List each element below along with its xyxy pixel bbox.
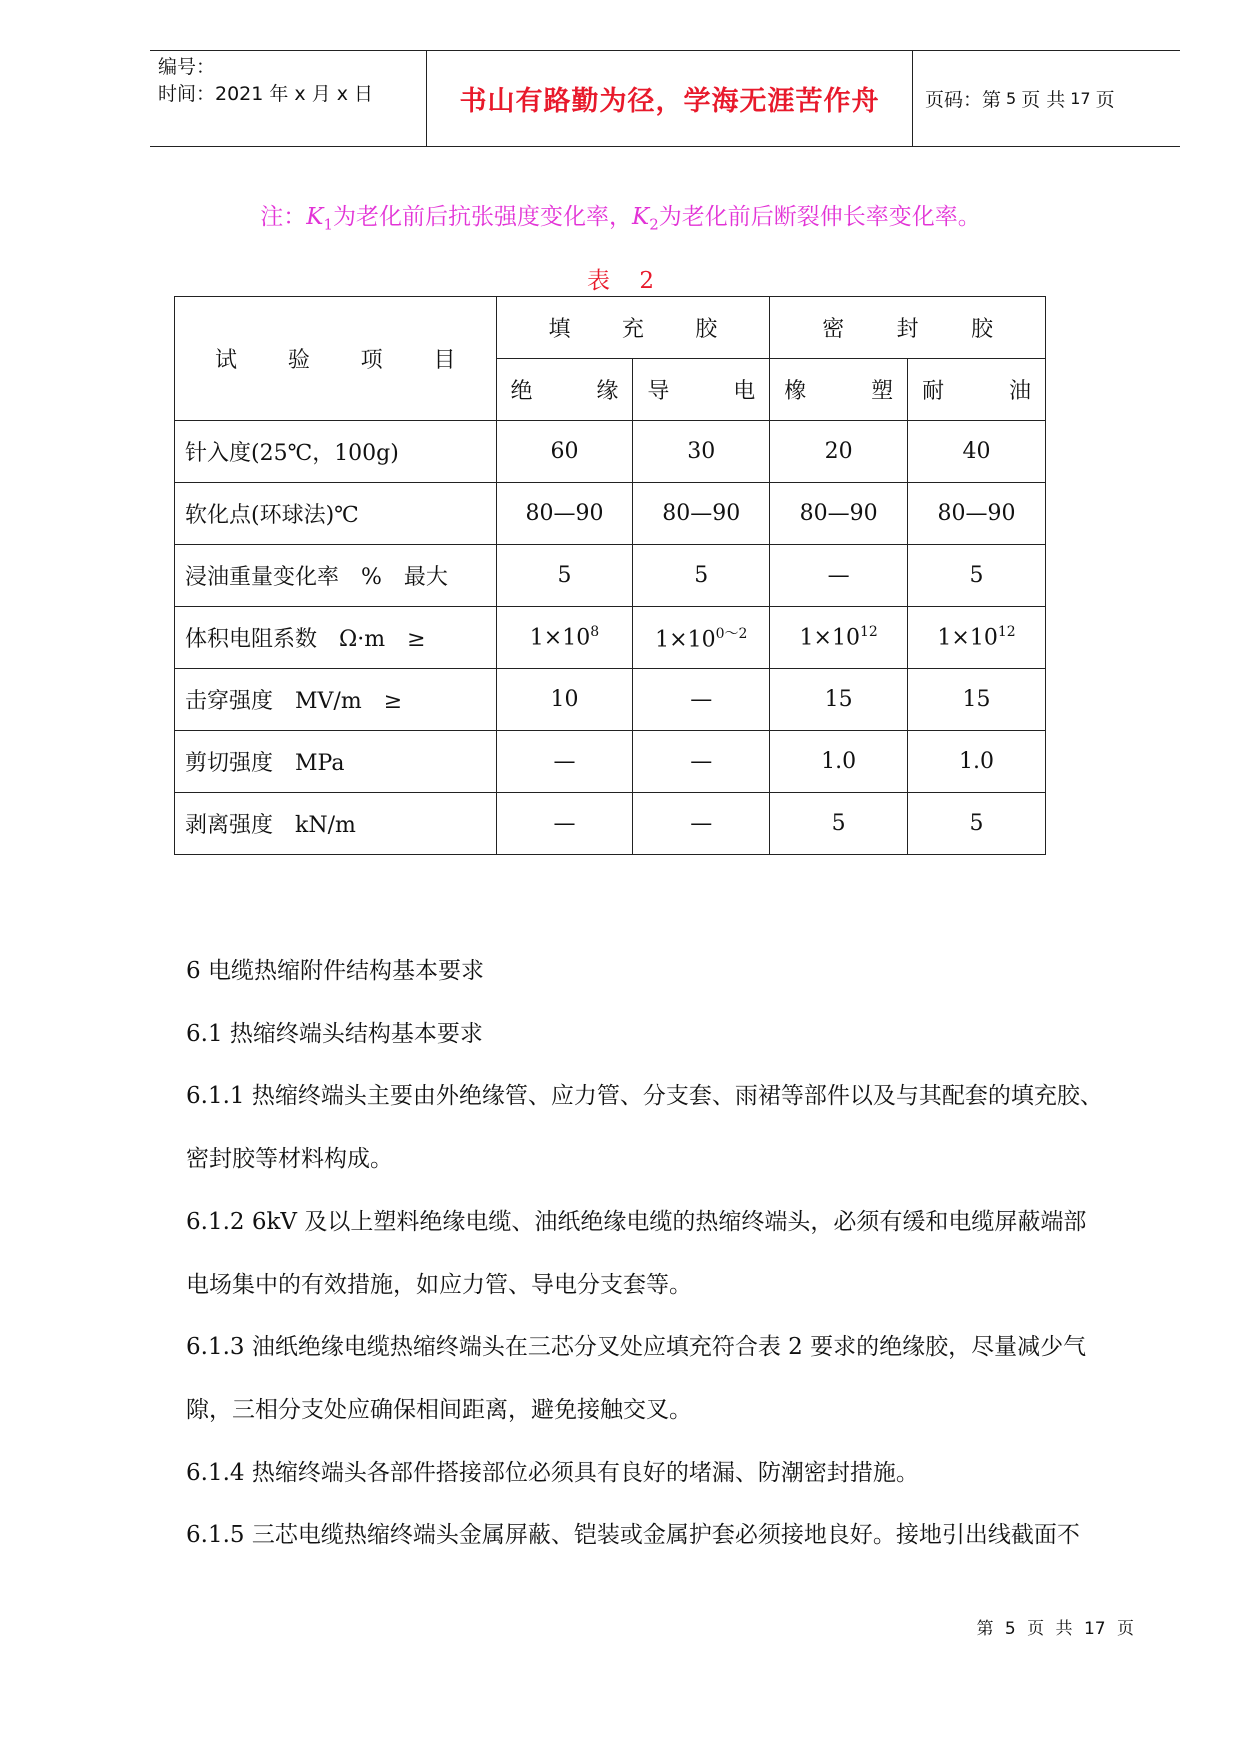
table-cell: 80—90 [496,483,633,545]
table-cell: — [496,793,633,855]
header-meta [150,51,427,146]
table-row [175,483,1046,545]
subheader-conductive: 导电 [633,359,770,421]
item-header: 试验项目 [175,297,497,421]
table-cell: $1\times 10^{0\sim 2}$ [633,607,770,669]
table-cell: 80—90 [633,483,770,545]
page-header [150,50,1180,147]
table-cell: 5 [633,545,770,607]
row-label: 剥离强度 kN/m [175,793,497,855]
table-cell: — [633,731,770,793]
row-label: 剪切强度 MPa [175,731,497,793]
table-cell: 1.0 [908,731,1046,793]
serial-label: 编号： [158,56,216,78]
body-line: 电场集中的有效措施，如应力管、导电分支套等。 [186,1271,692,1298]
body-line: 隙，三相分支处应确保相间距离，避免接触交叉。 [186,1396,692,1423]
table-cell: — [770,545,908,607]
body-line: 密封胶等材料构成。 [186,1146,393,1173]
table-cell: 80—90 [908,483,1046,545]
row-label: 浸油重量变化率 % 最大 [175,545,497,607]
table-cell: 40 [908,421,1046,483]
body-line: 6.1.1 热缩终端头主要由外绝缘管、应力管、分支套、雨裙等部件以及与其配套的填充胶、 [186,1083,1103,1110]
table-cell: 15 [908,669,1046,731]
table-cell: 10 [496,669,633,731]
page-suffix: 页 [1095,89,1115,111]
table-cell: 60 [496,421,633,483]
table-cell: — [633,793,770,855]
table-cell: 80—90 [770,483,908,545]
page-prefix: 页码：第 [925,89,1002,111]
body-text [186,940,1146,1567]
group-header-sealant: 密封胶 [770,297,1046,359]
row-label: 软化点(环球法)℃ [175,483,497,545]
table-title: 表 2 [587,268,654,294]
table-row [175,607,1046,669]
table-cell: $1\times 10^8$ [496,607,633,669]
spec-table [174,296,1046,855]
row-label: 击穿强度 MV/m ≥ [175,669,497,731]
body-line: 6.1 热缩终端头结构基本要求 [186,1020,483,1047]
subheader-rubber-plastic: 橡塑 [770,359,908,421]
table-cell: 20 [770,421,908,483]
time-text: 时间：2021 年 x 月 x 日 [158,83,374,105]
table-cell: 15 [770,669,908,731]
table-cell: 5 [496,545,633,607]
subheader-oil-resistant: 耐油 [908,359,1046,421]
table-cell: 1.0 [770,731,908,793]
table-cell: $1\times 10^{12}$ [908,607,1046,669]
body-line: 6.1.2 6kV 及以上塑料绝缘电缆、油纸绝缘电缆的热缩终端头，必须有缓和电缆屏蔽端部 [186,1208,1087,1235]
page-footer: 第 5 页 共 17 页 [976,1619,1134,1639]
table-cell: 5 [908,545,1046,607]
table-cell: 30 [633,421,770,483]
table-cell: — [633,669,770,731]
table-note: 注：$K_1$为老化前后抗张强度变化率，$K_2$为老化前后断裂伸长率变化率。 [260,204,981,234]
body-line: 6.1.4 热缩终端头各部件搭接部位必须具有良好的堵漏、防潮密封措施。 [186,1459,919,1486]
table-cell: 5 [770,793,908,855]
table-row [175,793,1046,855]
table-row [175,731,1046,793]
table-cell: $1\times 10^{12}$ [770,607,908,669]
group-header-filler: 填充胶 [496,297,770,359]
table-header-row [175,297,1046,359]
body-line: 6.1.5 三芯电缆热缩终端头金属屏蔽、铠装或金属护套必须接地良好。接地引出线截面不 [186,1522,1080,1549]
page-mid: 页 共 [1021,89,1066,111]
page-num: 5 [1006,89,1017,108]
body-line: 6.1.3 油纸绝缘电缆热缩终端头在三芯分叉处应填充符合表 2 要求的绝缘胶，尽量减少气 [186,1334,1087,1361]
body-line: 6 电缆热缩附件结构基本要求 [186,958,484,984]
table-row [175,669,1046,731]
header-page-number [913,51,1180,146]
table-row [175,545,1046,607]
table-row [175,421,1046,483]
page-total: 17 [1070,89,1091,108]
subheader-insulating: 绝缘 [496,359,633,421]
table-cell: 5 [908,793,1046,855]
header-motto: 书山有路勤为径，学海无涯苦作舟 [427,51,913,146]
row-label: 体积电阻系数 Ω·m ≥ [175,607,497,669]
row-label: 针入度(25℃，100g) [175,421,497,483]
table-cell: — [496,731,633,793]
